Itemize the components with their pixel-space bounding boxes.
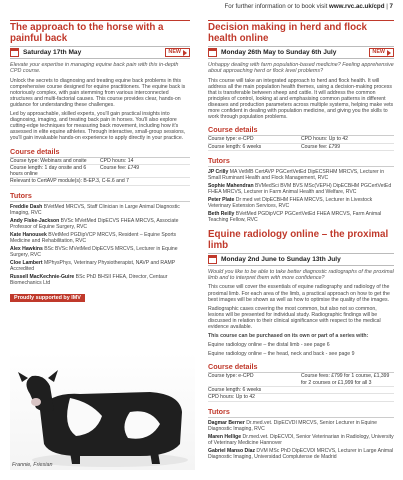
tutor-entry: Kate Hanousek BVetMed PGDipVCP MRCVS, Resident – Equine Sports Medicine and Rehabilitation, RVC — [10, 231, 177, 244]
tutor-entry: Russell MacKechnie-Guire BSc PhD BHSII FHEA, Director, Centaur Biomechanics Ltd — [10, 273, 168, 286]
course-description-2: This course will cover the essentials of equine radiography and radiology of the proximal limb. For each area of the limb, a practical approach on how to get the best images will be shown as well as how to optimise the quality of the images. — [208, 284, 390, 303]
detail-row: Course length: 6 weeks — [208, 387, 394, 394]
sponsor-label: Proudly supported by IMV — [10, 294, 85, 302]
detail-row: Relevant to CertAVP module(s): B-EP.3, C-E.6 and 7 — [10, 178, 190, 185]
course-intro: Unhappy dealing with farm population-based medicine? Feeling apprehensive about approaching herd or flock level problems? — [208, 62, 394, 75]
tutor-entry: Dagmar Berner Dr.med.vet. DipECVDI MRCVS, Senior Lecturer in Equine Diagnostic Imaging, RVC — [208, 419, 378, 432]
detail-row: Course type: Webinars and onsite CPD hours: 14 — [10, 158, 190, 165]
course-date: Monday 26th May to Sunday 6th July — [221, 49, 337, 56]
arrow-right-icon — [387, 50, 391, 56]
tutor-entry: Maren Hellige Dr.med.vet. DipECVDI, Senior Veterinarian in Radiology, University of Veterinary Medicine Hannover — [208, 433, 394, 446]
divider — [10, 20, 190, 21]
course-description-2: Led by approachable, skilled experts, you'll gain practical insights into diagnosing, imaging, and treating back pain in horses. You'll also explore cutting-edge techniques for measuring back movement, including how it's assessed in elite equine athletes. Through interactive, small-group sessions, you'll gain invaluable hands-on experience to apply directly in your practice. — [10, 111, 186, 142]
detail-row: Course length: 6 weeks Course fee: £799 — [208, 144, 394, 151]
course-intro: Elevate your expertise in managing equine back pain with this in-depth CPD course. — [10, 62, 179, 75]
tutors-heading: Tutors — [10, 191, 190, 202]
course-date-2: Monday 2nd June to Sunday 13th July — [221, 255, 341, 263]
course-details-heading: Course details — [208, 125, 394, 136]
page-header: For further information or to book visit www.rvc.ac.uk/cpd | 7 — [224, 3, 393, 10]
course-title-2: Equine radiology online – the proximal limb — [208, 228, 389, 251]
new-badge: NEW — [165, 48, 190, 57]
arrow-right-icon — [183, 50, 187, 56]
calendar-icon — [208, 48, 217, 57]
tutor-entry: Freddie Dash BVetMed MRCVS, Staff Clinician in Large Animal Diagnostic Imaging, RVC — [10, 203, 180, 216]
calendar-icon — [10, 48, 19, 57]
new-badge: NEW — [369, 48, 394, 57]
date-bar — [208, 46, 394, 59]
detail-row: Course length: 1 day onsite and 6 hours online Course fee: £749 — [10, 165, 190, 179]
page-number: 7 — [389, 3, 393, 10]
left-column — [10, 20, 190, 304]
header-url[interactable]: www.rvc.ac.uk/cpd — [329, 3, 385, 10]
right-column — [208, 20, 394, 460]
course-description: This course will take an integrated approach to herd and flock health. It will address all the main population health themes, using a decision-making process that is transferable between sheep and cattle. It will address the common principles of control, looking at and emphasising common patterns in different diseases and production parameters across multiple systems, helping make vets more confident in dealing with population medicine, and giving you the skills to work through population problems. — [208, 77, 394, 121]
series-note: This course can be purchased on its own or part of a series with: — [208, 333, 369, 340]
course-date: Saturday 17th May — [23, 49, 82, 56]
cow-illustration — [10, 352, 195, 470]
tutor-entry: JP Crilly MA VetMB CertAVP PGCertVetEd DipECSRHM MRCVS, Lecturer in Small Ruminant Health and Flock Management, RVC — [208, 168, 385, 181]
tutor-entry: Alex Hawkins BSc BVSc MVetMed DipECVS MRCVS, Lecturer in Equine Surgery, RVC — [10, 245, 178, 258]
header-prefix: For further information or to book visit — [224, 3, 330, 10]
tutor-entry: Cloe Lambert MPhysPhys, Veterinary Physiotherapist, NAVP and RAMP Accredited — [10, 259, 176, 272]
tutor-entry: Beth Reilly BVetMed PGDipVCP PGCertVetEd FHEA MRCVS, Farm Animal Teaching Fellow, RVC — [208, 210, 382, 223]
tutors-heading-2: Tutors — [208, 407, 394, 418]
course-description: Unlock the secrets to diagnosing and treating equine back problems in this comprehensive course designed for equine practitioners. The equine back is notoriously complex, with pain stemming from various interconnected structures and multi-factorial causes. This course provides clear, hands-on guidance for understanding these challenges. — [10, 77, 186, 108]
course-title: Decision making in herd and flock health online — [208, 22, 367, 44]
photo-caption: Frannie, Friesian — [12, 462, 53, 468]
date-bar — [10, 46, 190, 59]
detail-row: Course type: e-CPD Course fees: £799 for 1 course, £1,399 for 2 courses or £1,999 for all 3 — [208, 373, 394, 387]
tutor-entry: Sophie Mahendran BVMedSci BVM BVS MSc(VEPH) DipECBHM PGCertVetEd FHEA MRCVS, Lecturer in Farm Animal Health and Welfare, RVC — [208, 182, 392, 195]
course-details-heading: Course details — [10, 147, 190, 158]
calendar-icon — [208, 255, 217, 264]
cow-photo — [10, 352, 195, 470]
course-intro-2: Would you like to be able to take better diagnostic radiographs of the proximal limb and to interpret them with more confidence? — [208, 268, 394, 282]
course-details-heading-2: Course details — [208, 362, 394, 373]
course-description-3: Radiographic cases covering the most common, but also not so common, lesions will be presented for individual study. Radiographic findings will be discussed in relation to their clinical significance with respect to the medical evidence available. — [208, 305, 381, 330]
divider — [208, 20, 394, 21]
detail-row: Course type: e-CPD CPD hours: Up to 42 — [208, 136, 394, 143]
tutor-entry: Peter Plate Dr med vet DipECBHM FHEA MRCVS, Lecturer in Livestock Veterinary Extension Services, RVC — [208, 196, 373, 209]
course-title: The approach to the horse with a painful back — [10, 22, 164, 44]
tutors-heading: Tutors — [208, 156, 394, 167]
series-line: Equine radiology online – the distal limb - see page 6 — [208, 342, 330, 349]
series-line: Equine radiology online – the head, neck and back - see page 9 — [208, 351, 355, 358]
detail-row: CPD hours: Up to 42 — [208, 394, 394, 401]
tutor-entry: Gabriel Manso Díaz DVM MSc PhD DipECVDI MRCVS, Lecturer in Large Animal Diagnostic Imaging, Universidad Complutense de Madrid — [208, 447, 394, 460]
date-bar — [208, 253, 394, 266]
tutor-entry: Andy Fiske-Jackson BVSc MVetMed DipECVS FHEA MRCVS, Associate Professor of Equine Surgery, RVC — [10, 217, 179, 230]
